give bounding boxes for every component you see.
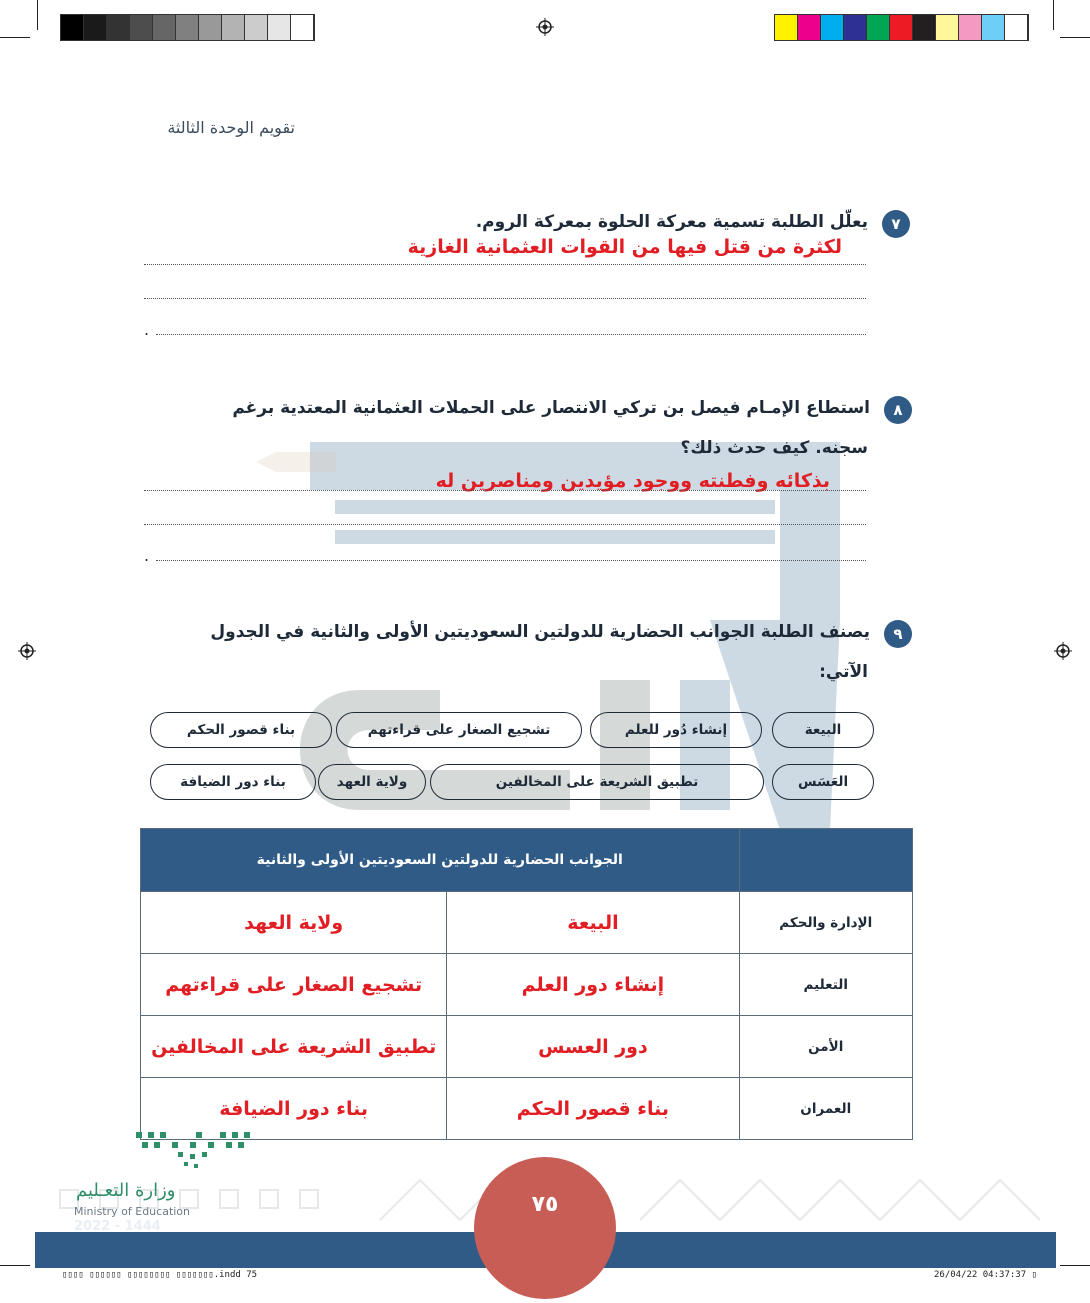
table-row xyxy=(141,954,913,1016)
question-text: استطاع الإمـام فيصل بن تركي الانتصار على الحملات العثمانية المعتدية برغم xyxy=(232,398,870,418)
question-number-badge: ٧ xyxy=(882,210,910,238)
edition-year: 2022 - 1444 xyxy=(74,1219,161,1234)
table-header: الجوانب الحضارية للدولتين السعوديتين الأولى والثانية xyxy=(141,829,740,892)
answer-text: بذكائه وفطنته ووجود مؤيدين ومناصرين له xyxy=(435,470,830,492)
row-category: العمران xyxy=(739,1078,912,1140)
table-cell: بناء دور الضيافة xyxy=(141,1078,447,1140)
answer-line xyxy=(156,560,866,561)
ministry-logo-icon xyxy=(132,1130,254,1172)
color-bar xyxy=(774,14,1029,41)
table-cell: دور العسس xyxy=(447,1016,739,1078)
row-category: التعليم xyxy=(739,954,912,1016)
unit-title: تقويم الوحدة الثالثة xyxy=(167,118,295,137)
word-bank-chip: البيعة xyxy=(772,712,874,748)
crop-mark xyxy=(0,37,30,38)
table-cell: تشجيع الصغار على قراءتهم xyxy=(141,954,447,1016)
grayscale-bar xyxy=(60,14,315,41)
page-number-badge xyxy=(474,1157,616,1299)
table-header-row xyxy=(141,829,913,892)
question-text: يعلّل الطلبة تسمية معركة الحلوة بمعركة الروم. xyxy=(475,212,868,232)
answer-line xyxy=(144,490,866,491)
crop-mark xyxy=(1053,0,1054,30)
crop-mark xyxy=(37,0,38,30)
question-text: يصنف الطلبة الجوانب الحضارية للدولتين السعوديتين الأولى والثانية في الجدول xyxy=(210,622,870,642)
answer-line xyxy=(144,264,866,265)
table-cell: تطبيق الشريعة على المخالفين xyxy=(141,1016,447,1078)
end-mark: . xyxy=(144,546,150,565)
table-cell: البيعة xyxy=(447,892,739,954)
question-text: سجنه. كيف حدث ذلك؟ xyxy=(680,438,868,458)
slug-filename: ▯▯▯▯ ▯▯▯▯▯▯ ▯▯▯▯▯▯▯▯ ▯▯▯▯▯▯▯.indd 75 xyxy=(62,1270,258,1280)
word-bank-chip: تشجيع الصغار على قراءتهم xyxy=(336,712,582,748)
classification-table xyxy=(140,828,913,1140)
page-number: ٧٥ xyxy=(531,1192,559,1217)
ministry-name-english: Ministry of Education xyxy=(74,1205,191,1218)
table-cell: إنشاء دور العلم xyxy=(447,954,739,1016)
registration-mark-icon xyxy=(536,18,554,36)
answer-line xyxy=(144,298,866,299)
word-bank-chip: العَسَس xyxy=(772,764,874,800)
word-bank-chip: إنشاء دُور للعلم xyxy=(590,712,762,748)
word-bank-chip: بناء قصور الحكم xyxy=(150,712,332,748)
question-number-badge: ٩ xyxy=(884,620,912,648)
crop-mark xyxy=(1060,1265,1090,1266)
slug-timestamp: 26/04/22 04:37:37 ▯ xyxy=(934,1270,1037,1280)
question-number-badge: ٨ xyxy=(884,396,912,424)
ministry-name-arabic: وزارة التعـليم xyxy=(76,1180,176,1201)
row-category: الإدارة والحكم xyxy=(739,892,912,954)
word-bank-chip: بناء دور الضيافة xyxy=(150,764,316,800)
end-mark: . xyxy=(144,320,150,339)
crop-mark xyxy=(1060,37,1090,38)
table-header-corner xyxy=(739,829,912,892)
registration-mark-icon xyxy=(1054,642,1072,660)
table-row xyxy=(141,892,913,954)
pencil-watermark-icon xyxy=(256,450,336,474)
registration-mark-icon xyxy=(18,642,36,660)
table-cell: ولاية العهد xyxy=(141,892,447,954)
question-text: الآتي: xyxy=(819,662,868,682)
crop-mark xyxy=(0,1265,30,1266)
answer-text: لكثرة من قتل فيها من القوات العثمانية الغازية xyxy=(407,236,842,258)
word-bank-chip: ولاية العهد xyxy=(318,764,426,800)
row-category: الأمن xyxy=(739,1016,912,1078)
word-bank-chip: تطبيق الشريعة على المخالفين xyxy=(430,764,764,800)
answer-line xyxy=(156,334,866,335)
table-cell: بناء قصور الحكم xyxy=(447,1078,739,1140)
answer-line xyxy=(144,524,866,525)
table-row xyxy=(141,1078,913,1140)
table-row xyxy=(141,1016,913,1078)
